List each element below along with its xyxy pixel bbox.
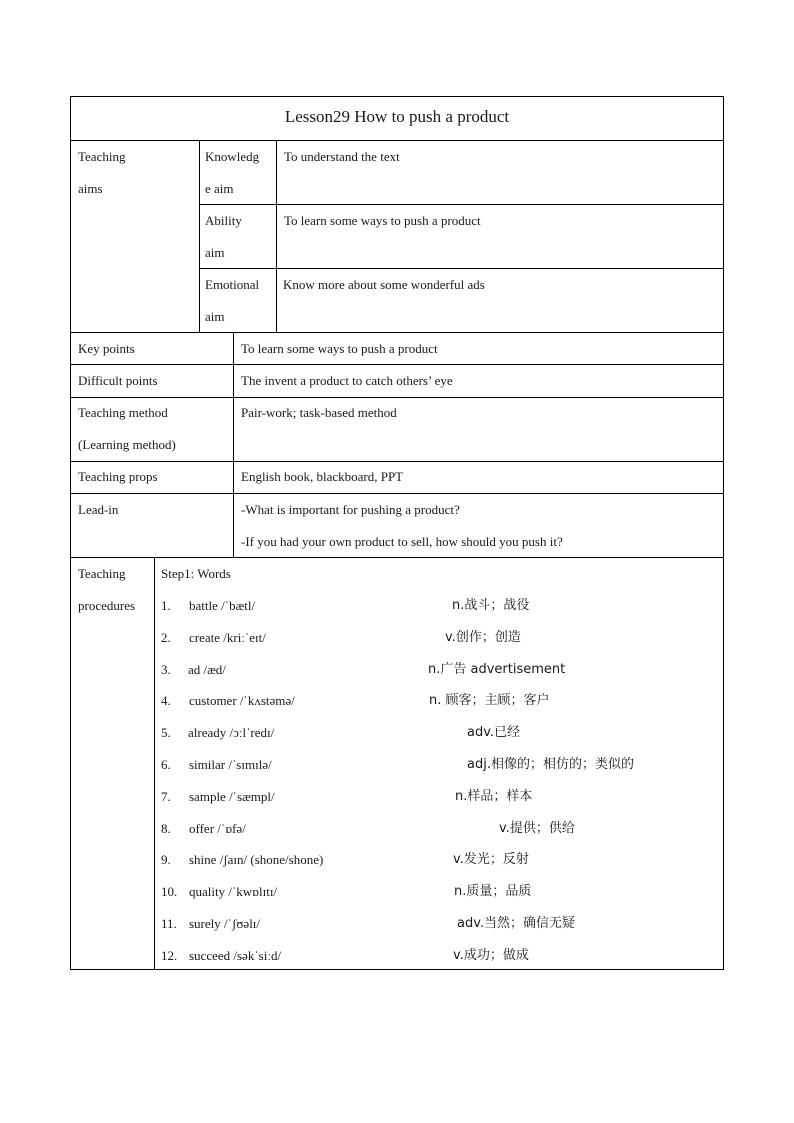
teaching-method-value-cell (233, 397, 724, 461)
teaching-props-value: English book, blackboard, PPT (241, 469, 404, 484)
teaching-method-label-line1: Teaching method (78, 405, 168, 420)
lead-in-question: -What is important for pushing a product? (241, 502, 460, 517)
word-meaning: adj.相像的；相仿的；类似的 (467, 757, 634, 772)
word-meaning: v.成功；做成 (453, 947, 529, 963)
page-title: Lesson29 How to push a product (284, 107, 510, 126)
teaching-aims-label-cell (70, 140, 199, 332)
teaching-method-value: Pair-work; task-based method (241, 405, 397, 420)
word-entry: customer /ˈkʌstəmə/ (189, 693, 295, 709)
knowledge-aim-label-line1: Knowledg (205, 149, 260, 164)
word-entry: quality /ˈkwɒlɪtɪ/ (189, 884, 278, 900)
word-meaning: n.战斗；战役 (452, 598, 530, 613)
emotional-aim-label-line2: aim (205, 309, 225, 324)
lead-in-value-cell (233, 493, 724, 557)
difficult-points-label: Difficult points (78, 373, 158, 388)
knowledge-aim-value: To understand the text (284, 149, 400, 164)
teaching-method-label-cell (70, 397, 233, 461)
word-meaning: v.提供；供给 (499, 820, 575, 836)
teaching-props-label-cell (70, 461, 233, 493)
word-entry: ad /æd/ (188, 661, 226, 677)
key-points-label-cell (70, 332, 233, 364)
knowledge-aim-label-cell (199, 140, 276, 204)
difficult-points-label-cell (70, 364, 233, 397)
teaching-aims-label-line2: aims (78, 181, 103, 196)
ability-aim-label-line1: Ability (205, 213, 242, 228)
emotional-aim-label-cell (199, 268, 276, 332)
word-number: 2. (161, 629, 171, 645)
word-entry: already /ɔːlˈredɪ/ (188, 725, 275, 741)
teaching-aims-label-line1: Teaching (78, 149, 126, 164)
word-number: 5. (161, 725, 171, 741)
word-number: 9. (161, 852, 171, 868)
word-entry: similar /ˈsɪmɪlə/ (189, 757, 272, 772)
knowledge-aim-label-line2: e aim (205, 181, 234, 196)
step-title: Step1: Words (161, 566, 231, 581)
word-entry: battle /ˈbætl/ (189, 598, 256, 613)
ability-aim-label-line2: aim (205, 245, 225, 260)
word-meaning: v.发光；反射 (453, 852, 529, 868)
ability-aim-value: To learn some ways to push a product (284, 213, 481, 228)
word-entry: offer /ˈɒfə/ (189, 820, 246, 836)
emotional-aim-label-line1: Emotional (205, 277, 260, 292)
word-meaning: v.创作；创造 (445, 629, 521, 645)
word-number: 8. (161, 820, 171, 836)
ability-aim-label-cell (199, 204, 276, 268)
difficult-points-value-cell (233, 364, 724, 397)
title-cell (70, 96, 724, 140)
procedures-content-cell (154, 557, 724, 970)
emotional-aim-value-cell (276, 268, 724, 332)
word-number: 7. (161, 788, 171, 804)
word-number: 6. (161, 757, 171, 772)
knowledge-aim-value-cell (276, 140, 724, 204)
word-number: 4. (161, 693, 171, 709)
word-meaning: adv.已经 (467, 725, 521, 741)
word-entry: create /kriːˈeɪt/ (189, 629, 266, 645)
difficult-points-value: The invent a product to catch others’ eye (241, 373, 453, 388)
word-meaning: n.广告 advertisement (428, 661, 566, 677)
word-number: 3. (161, 661, 171, 677)
teaching-method-label-line2: (Learning method) (78, 437, 176, 452)
word-number: 1. (161, 598, 171, 613)
word-meaning: n.质量；品质 (454, 884, 532, 900)
key-points-label: Key points (78, 341, 135, 356)
key-points-value: To learn some ways to push a product (241, 341, 438, 356)
lead-in-question: -If you had your own product to sell, how should you push it? (241, 534, 563, 549)
ability-aim-value-cell (276, 204, 724, 268)
key-points-value-cell (233, 332, 724, 364)
teaching-props-label: Teaching props (78, 469, 158, 484)
word-entry: sample /ˈsæmpl/ (189, 788, 275, 804)
lead-in-label-cell (70, 493, 233, 557)
word-entry: surely /ˈʃʊəlɪ/ (189, 916, 261, 931)
word-number: 12. (161, 947, 178, 963)
word-number: 11. (161, 916, 177, 931)
word-number: 10. (161, 884, 178, 900)
word-entry: succeed /səkˈsiːd/ (189, 947, 282, 963)
word-meaning: n.样品；样本 (455, 788, 533, 804)
procedures-label-line2: procedures (78, 598, 136, 613)
procedures-label-cell (70, 557, 154, 970)
lead-in-label: Lead-in (78, 502, 119, 517)
procedures-label-line1: Teaching (78, 566, 126, 581)
word-meaning: adv.当然；确信无疑 (457, 916, 576, 931)
emotional-aim-value: Know more about some wonderful ads (283, 277, 485, 292)
teaching-props-value-cell (233, 461, 724, 493)
word-meaning: n. 顾客；主顾；客户 (429, 693, 550, 709)
word-entry: shine /ʃaɪn/ (shone/shone) (189, 852, 324, 868)
